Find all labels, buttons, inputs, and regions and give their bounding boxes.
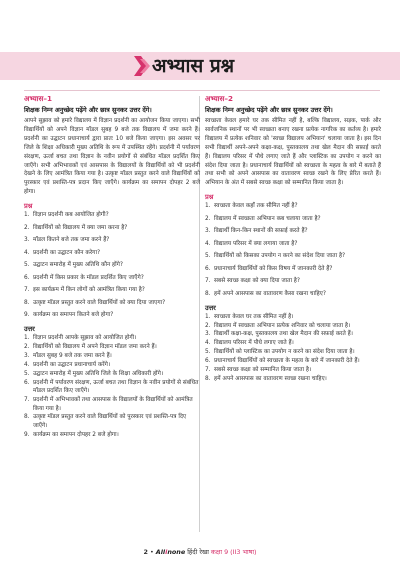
item-text: हमें अपने आसपास का वातावरण कैसा रखना चाहिए? <box>214 290 326 297</box>
item-text: उद्घाटन समारोह में मुख्य अतिथि कौन होंगे? <box>33 262 123 269</box>
item-text: विद्यालय परिसर में पौधे लगाए जाते हैं। <box>214 340 294 347</box>
item-text: मॉडल कितने बजे तक जमा करने हैं? <box>33 237 110 244</box>
exercise-2-passage: स्वच्छता केवल हमारे घर तक सीमित नहीं है, बल्कि विद्यालय, सड़क, पार्क और सार्वजनिक स्थानों पर भी स्वच्छता बनाए रखना प्रत्येक नागरिक का कर्तव्य है। हमारे विद्यालय में प्रत्येक शनिवार को 'स्वच्छ विद्यालय अभियान' चलाया जाता है। इस दिन सभी विद्यार्थी अपने-अपने कक्षा-कक्ष, पुस्तकालय तथा खेल मैदान की सफ़ाई करते हैं। विद्यालय परिसर में पौधे लगाए जाते हैं और प्लास्टिक का उपयोग न करने का संदेश दिया जाता है। प्रधानाचार्य विद्यार्थियों को स्वच्छता के महत्व के बारे में बताते हैं तथा सभी को अपने आसपास का वातावरण स्वच्छ रखने के लिए प्रेरित करते हैं। अभियान के अंत में सबसे स्वच्छ कक्षा को सम्मानित किया जाता है। <box>205 118 381 187</box>
question-item <box>24 261 200 270</box>
item-number: 1. <box>24 335 30 342</box>
exercise-2-title: अभ्यास–2 <box>205 94 233 103</box>
answer-item <box>24 370 200 379</box>
item-text: उद्घाटन समारोह में मुख्य अतिथि जिले के शिक्षा अधिकारी होंगे। <box>33 370 164 377</box>
item-number: 7. <box>24 287 30 294</box>
item-text: प्रदर्शनी में पर्यावरण संरक्षण, ऊर्जा बचत तथा विज्ञान के नवीन प्रयोगों से संबंधित मॉडल प्रदर्शित किए जाएँगे। <box>33 379 199 395</box>
item-number: 3. <box>205 331 211 338</box>
item-text: विद्यार्थियों को विद्यालय में क्या जमा करना है? <box>33 224 128 231</box>
item-text: प्रदर्शनी का उद्घाटन प्रधानाचार्य करेंगे। <box>33 361 111 368</box>
exercise-2-answers-label: उत्तर <box>205 303 216 312</box>
footer-class-label: कक्षा 9 (II3 भाषा) <box>210 548 257 556</box>
item-text: सबसे स्वच्छ कक्षा को क्या दिया जाता है? <box>214 278 300 285</box>
item-text: स्वच्छता केवल कहाँ तक सीमित नहीं है? <box>214 203 298 210</box>
question-item <box>24 286 200 295</box>
item-number: 2. <box>205 322 211 329</box>
footer-subject: हिंदी रेखा <box>187 548 209 556</box>
item-text: विद्यार्थी कक्षा-कक्ष, पुस्तकालय तथा खेल मैदान की सफ़ाई करते हैं। <box>214 331 353 338</box>
answer-item <box>24 343 200 352</box>
item-number: 6. <box>24 379 30 386</box>
item-number: 6. <box>205 265 211 272</box>
item-text: मॉडल सुबह 9 बजे तक जमा करने हैं। <box>33 352 112 359</box>
question-item <box>205 290 381 299</box>
question-item <box>24 274 200 283</box>
item-text: कार्यक्रम का समापन कितने बजे होगा? <box>33 312 114 319</box>
answer-item <box>205 313 381 322</box>
question-item <box>24 249 200 258</box>
item-number: 5. <box>205 349 211 356</box>
item-number: 3. <box>24 237 30 244</box>
item-number: 4. <box>24 361 30 368</box>
exercise-2-questions <box>205 202 381 298</box>
exercise-1-instruction: शिक्षक निम्न अनुच्छेद पढ़ेंगे और छात्र सुनकर उत्तर देंगे। <box>24 106 152 114</box>
double-chevron-icon <box>132 48 154 84</box>
answer-item <box>205 375 381 384</box>
page-number: 2 <box>143 548 148 556</box>
item-text: उत्कृष्ट मॉडल प्रस्तुत करने वाले विद्यार्थियों को पुरस्कार एवं प्रशस्ति-पत्र दिए जाएँगे। <box>33 414 187 430</box>
answer-item <box>205 357 381 366</box>
brand-n: n <box>167 548 172 556</box>
item-number: 5. <box>24 370 30 377</box>
question-item <box>205 252 381 261</box>
item-text: विद्यालय में स्वच्छता अभियान कब चलाया जाता है? <box>214 215 321 222</box>
item-number: 9. <box>24 431 30 438</box>
item-number: 8. <box>205 375 211 382</box>
item-text: विद्यार्थियों को प्लास्टिक का उपयोग न करने का संदेश दिया जाता है। <box>214 349 355 356</box>
answer-item <box>205 348 381 357</box>
item-text: प्रधानाचार्य विद्यार्थियों को स्वच्छता के महत्व के बारे में जानकारी देते हैं। <box>214 358 360 365</box>
item-text: प्रधानाचार्य विद्यार्थियों को किस विषय में जानकारी देते हैं? <box>214 265 333 272</box>
brand-prefix: All <box>155 548 166 556</box>
item-number: 4. <box>24 249 30 256</box>
question-item <box>24 236 200 245</box>
item-text: विद्यालय परिसर में क्या लगाया जाता है? <box>214 240 298 247</box>
item-text: विद्यार्थियों को विद्यालय में अपने विज्ञान मॉडल जमा करने हैं। <box>33 343 157 350</box>
item-number: 7. <box>24 397 30 403</box>
page-header <box>0 48 400 84</box>
answer-item <box>24 431 200 440</box>
item-text: हमें अपने आसपास का वातावरण स्वच्छ रखना चाहिए। <box>214 375 327 382</box>
item-number: 8. <box>205 290 211 297</box>
item-number: 5. <box>24 262 30 269</box>
exercise-1-answers <box>24 334 200 440</box>
item-text: प्रदर्शनी का उद्घाटन कौन करेगा? <box>33 249 101 256</box>
answer-item <box>24 352 200 361</box>
item-text: विज्ञान प्रदर्शनी आपके सुझाव को आयोजित होगी। <box>33 335 137 342</box>
top-rule <box>24 90 380 91</box>
exercise-2-instruction: शिक्षक निम्न अनुच्छेद पढ़ेंगे और छात्र सुनकर उत्तर देंगे। <box>205 106 333 114</box>
question-item <box>205 265 381 274</box>
item-number: 2. <box>24 224 30 231</box>
item-text: प्रदर्शनी में किस प्रकार के मॉडल प्रदर्शित किए जाएँगे? <box>33 274 144 281</box>
answer-item <box>205 339 381 348</box>
item-number: 8. <box>24 299 30 306</box>
item-text: विद्यार्थी किन-किन स्थानों की सफ़ाई करते हैं? <box>214 228 308 235</box>
item-number: 2. <box>24 343 30 350</box>
page-footer <box>0 548 400 557</box>
question-item <box>205 215 381 224</box>
answer-item <box>24 361 200 370</box>
answer-item <box>24 379 200 396</box>
item-text: कार्यक्रम का समापन दोपहर 2 बजे होगा। <box>33 431 119 438</box>
question-item <box>205 277 381 286</box>
item-text: उत्कृष्ट मॉडल प्रस्तुत करने वाले विद्यार्थियों को क्या दिया जाएगा? <box>33 299 166 306</box>
item-number: 7. <box>205 367 211 373</box>
exercise-1-passage: आपने सुझाव को हमारे विद्यालय में विज्ञान प्रदर्शनी का आयोजन किया जाएगा। सभी विद्यार्थियों को अपने विज्ञान मॉडल सुबह 9 बजे तक विद्यालय में जमा करने हैं। प्रदर्शनी का उद्घाटन प्रधानाचार्य द्वारा प्रातः 10 बजे किया जाएगा। इस अवसर पर जिले के शिक्षा अधिकारी मुख्य अतिथि के रूप में उपस्थित रहेंगे। प्रदर्शनी में पर्यावरण संरक्षण, ऊर्जा बचत तथा विज्ञान के नवीन प्रयोगों से संबंधित मॉडल प्रदर्शित किए जाएँगे। सभी अभिभावकों एवं आसपास के विद्यालयों के विद्यार्थियों को भी प्रदर्शनी देखने के लिए आमंत्रित किया गया है। उत्कृष्ट मॉडल प्रस्तुत करने वाले विद्यार्थियों को पुरस्कार एवं प्रशस्ति-पत्र प्रदान किए जाएँगे। कार्यक्रम का समापन दोपहर 2 बजे होगा। <box>24 118 200 196</box>
answer-item <box>205 330 381 339</box>
item-number: 1. <box>205 313 211 320</box>
item-text: इस कार्यक्रम में किन लोगों को आमंत्रित किया गया है? <box>33 287 145 294</box>
item-text: सबसे स्वच्छ कक्षा को सम्मानित किया जाता है। <box>214 367 312 373</box>
question-item <box>205 202 381 211</box>
item-text: प्रदर्शनी में अभिभावकों तथा आसपास के विद्यालयों के विद्यार्थियों को आमंत्रित किया गया है। <box>33 397 193 412</box>
page-title: अभ्यास प्रश्न <box>152 55 235 77</box>
exercise-1-questions <box>24 211 200 320</box>
item-number: 6. <box>205 358 211 365</box>
question-item <box>205 227 381 236</box>
brand-name <box>156 548 185 556</box>
brand-one: one <box>171 548 186 556</box>
item-text: स्वच्छता केवल घर तक सीमित नहीं है। <box>214 313 294 320</box>
item-number: 3. <box>205 228 211 235</box>
footer-bullet: • <box>149 548 154 556</box>
exercise-1-questions-label: प्रश्न <box>24 202 33 211</box>
item-number: 2. <box>205 215 211 222</box>
item-text: विद्यालय में स्वच्छता अभियान प्रत्येक शनिवार को चलाया जाता है। <box>214 322 351 329</box>
item-number: 8. <box>24 414 30 421</box>
exercise-2-answers <box>205 313 381 384</box>
question-item <box>24 211 200 220</box>
answer-item <box>24 413 200 430</box>
question-item <box>24 299 200 308</box>
answer-item <box>24 396 200 413</box>
item-number: 9. <box>24 312 30 319</box>
item-number: 5. <box>205 253 211 260</box>
question-item <box>24 224 200 233</box>
item-number: 4. <box>205 340 211 347</box>
answer-item <box>205 322 381 331</box>
exercise-1 <box>24 94 200 440</box>
exercise-2 <box>205 94 381 384</box>
brand-i: i <box>165 548 168 556</box>
exercise-2-questions-label: प्रश्न <box>205 193 214 202</box>
answer-item <box>24 334 200 343</box>
exercise-1-title: अभ्यास–1 <box>24 94 52 103</box>
item-number: 1. <box>24 212 30 219</box>
item-text: विज्ञान प्रदर्शनी कब आयोजित होगी? <box>33 212 109 219</box>
item-number: 3. <box>24 352 30 359</box>
item-text: विद्यार्थियों को किसका उपयोग न करने का संदेश दिया जाता है? <box>214 253 346 260</box>
question-item <box>24 311 200 320</box>
item-number: 7. <box>205 278 211 285</box>
item-number: 1. <box>205 203 211 210</box>
question-item <box>205 240 381 249</box>
exercise-1-answers-label: उत्तर <box>24 325 35 334</box>
answer-item <box>205 366 381 375</box>
item-number: 6. <box>24 274 30 281</box>
item-number: 4. <box>205 240 211 247</box>
